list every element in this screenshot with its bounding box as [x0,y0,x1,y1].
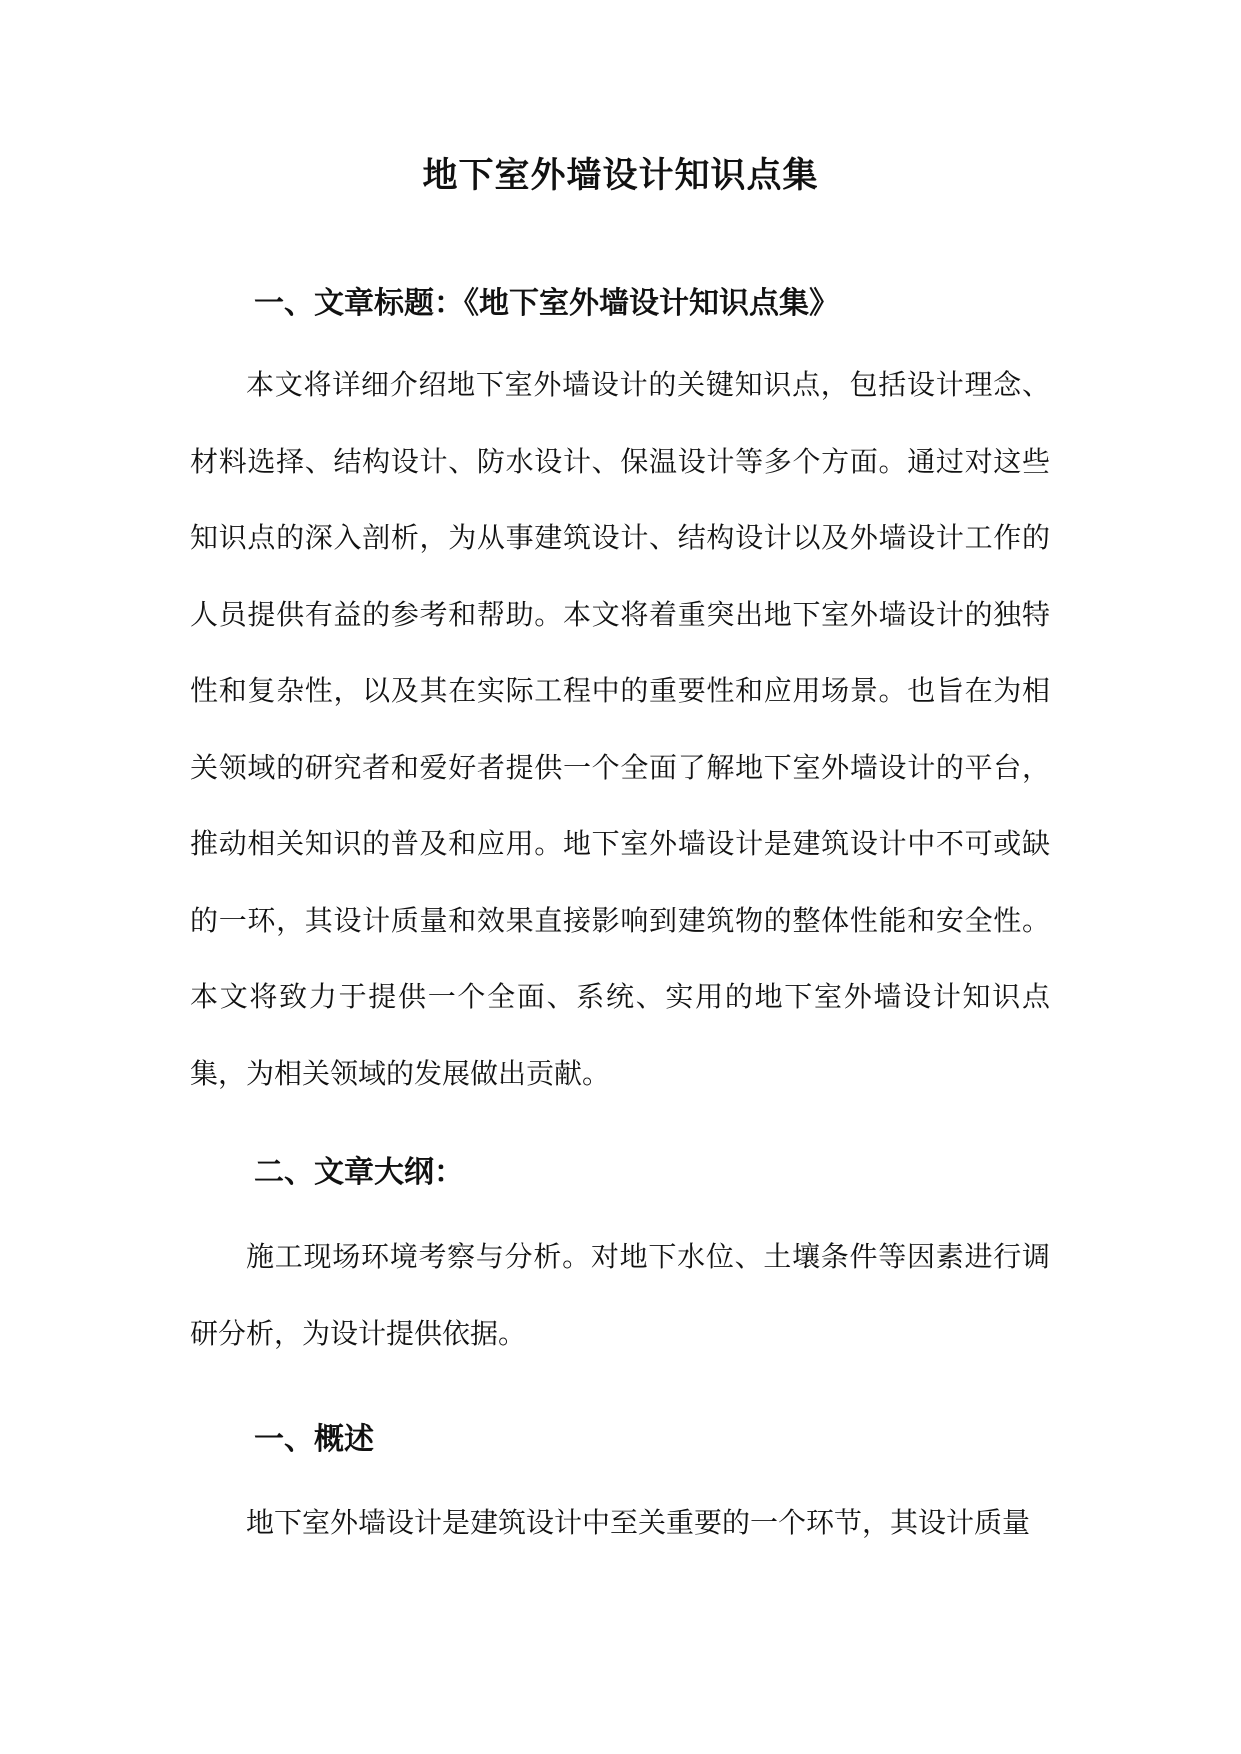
section-paragraph-outline: 施工现场环境考察与分析。对地下水位、土壤条件等因素进行调研分析，为设计提供依据。 [190,1240,1050,1350]
section-paragraph-introduction: 本文将详细介绍地下室外墙设计的关键知识点，包括设计理念、材料选择、结构设计、防水设计、保温设计等多个方面。通过对这些知识点的深入剖析，为从事建筑设计、结构设计以及外墙设计工作的人员提供有益的参考和帮助。本文将着重突出地下室外墙设计的独特性和复杂性，以及其在实际工程中的重要性和应用场景。也旨在为相关领域的研究者和爱好者提供一个全面了解地下室外墙设计的平台，推动相关知识的普及和应用。地下室外墙设计是建筑设计中不可或缺的一环，其设计质量和效果直接影响到建筑物的整体性能和安全性。本文将致力于提供一个全面、系统、实用的地下室外墙设计知识点集，为相关领域的发展做出贡献。 [190,368,1050,1090]
document-title: 地下室外墙设计知识点集 [422,155,819,196]
section-heading-article-title: 一、文章标题：《地下室外墙设计知识点集》 [254,286,839,321]
section-heading-outline: 二、文章大纲： [254,1155,464,1190]
section-paragraph-overview: 地下室外墙设计是建筑设计中至关重要的一个环节，其设计质量 [246,1506,1031,1539]
section-heading-overview: 一、概述 [254,1422,374,1457]
